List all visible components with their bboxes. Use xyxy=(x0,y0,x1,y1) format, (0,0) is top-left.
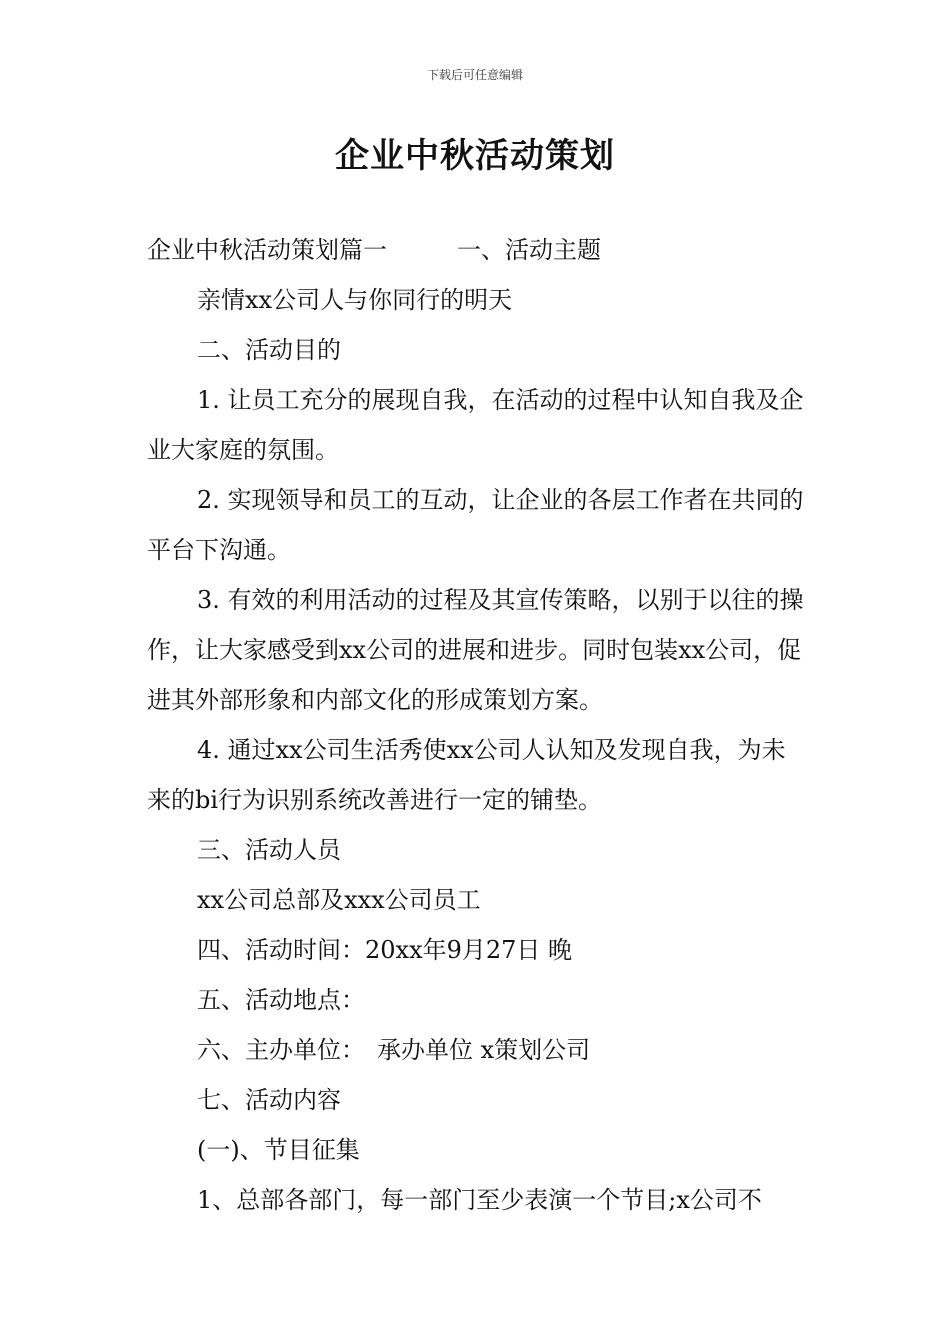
paragraph: 五、活动地点： xyxy=(197,986,365,1014)
first-line xyxy=(147,225,807,275)
paragraph: 四、活动时间：20xx年9月27日 晚 xyxy=(197,936,573,964)
section-heading-part-2: 一、活动主题 xyxy=(457,236,601,264)
paragraph: 亲情xx公司人与你同行的明天 xyxy=(197,286,513,314)
paragraph: 1、总部各部门，每一部门至少表演一个节目;x公司不 xyxy=(197,1186,762,1214)
paragraph: 七、活动内容 xyxy=(197,1086,341,1114)
paragraph: 2. 实现领导和员工的互动，让企业的各层工作者在共同的平台下沟通。 xyxy=(147,486,804,564)
paragraph: 二、活动目的 xyxy=(197,336,341,364)
document-body xyxy=(147,225,807,1225)
paragraph: 1. 让员工充分的展现自我，在活动的过程中认知自我及企业大家庭的氛围。 xyxy=(147,386,804,464)
paragraph: 4. 通过xx公司生活秀使xx公司人认知及发现自我，为未来的bi行为识别系统改善进行一定的铺垫。 xyxy=(147,736,786,814)
paragraph: (一)、节目征集 xyxy=(197,1136,360,1164)
paragraph: 3. 有效的利用活动的过程及其宣传策略，以别于以往的操作，让大家感受到xx公司的进展和进步。同时包装xx公司，促进其外部形象和内部文化的形成策划方案。 xyxy=(147,586,804,714)
section-heading-part-1: 企业中秋活动策划篇一 xyxy=(147,236,387,264)
paragraph: 三、活动人员 xyxy=(197,836,341,864)
header-note: 下载后可任意编辑 xyxy=(426,68,523,82)
paragraph: xx公司总部及xxx公司员工 xyxy=(197,886,481,914)
paragraph: 六、主办单位： 承办单位 x策划公司 xyxy=(197,1036,591,1064)
document-title: 企业中秋活动策划 xyxy=(335,136,615,176)
